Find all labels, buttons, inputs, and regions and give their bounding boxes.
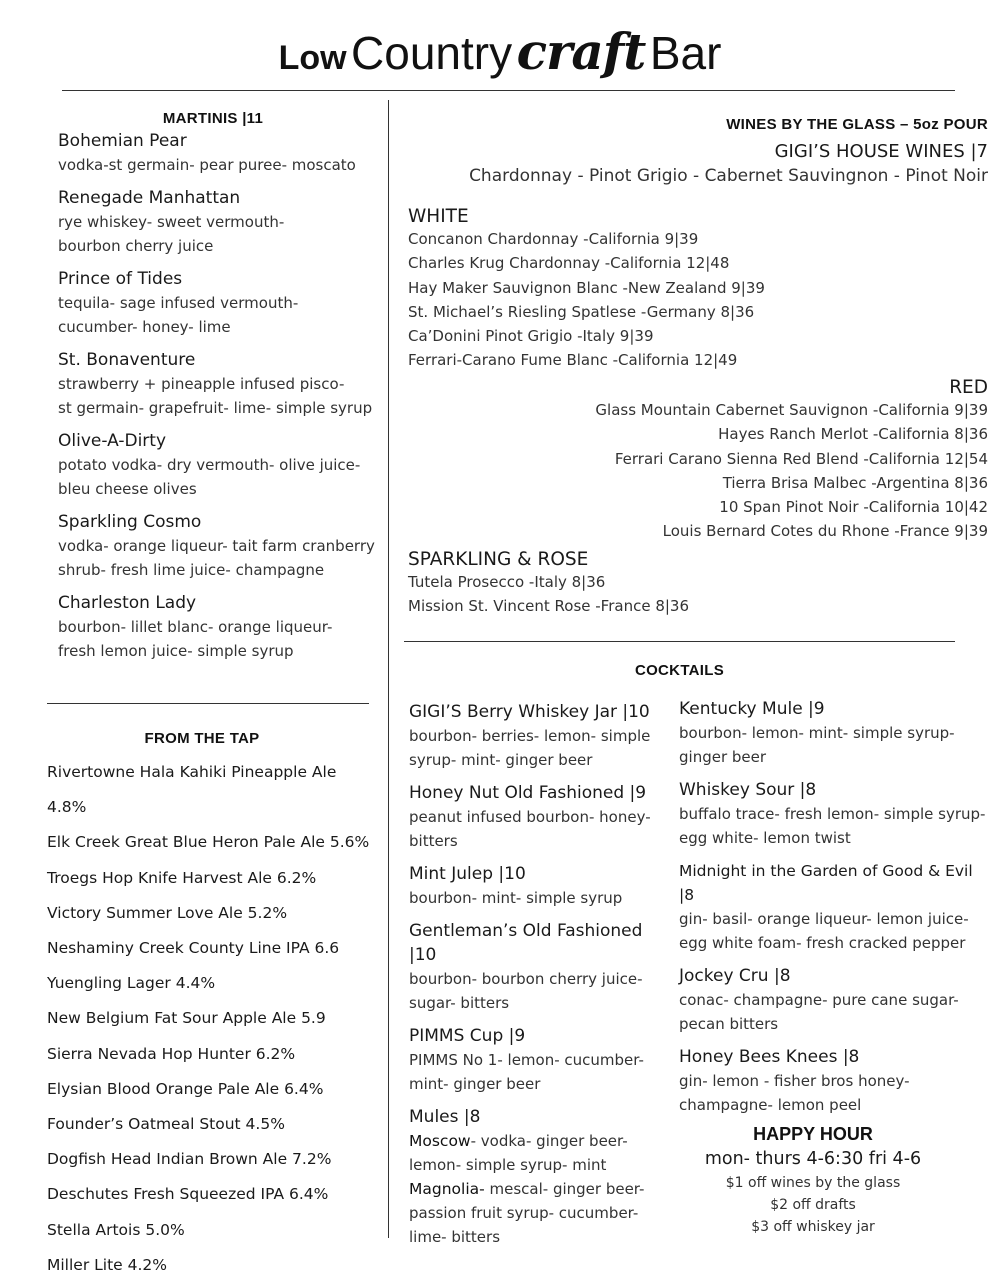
drink-name: Renegade Manhattan xyxy=(58,188,241,208)
drink-desc: potato vodka- dry vermouth- olive juice- xyxy=(58,456,361,474)
cocktail-item xyxy=(679,1045,991,1117)
drink-desc: bitters xyxy=(409,832,458,850)
wine-item: Concanon Chardonnay -California 9|39 xyxy=(408,230,699,248)
cocktail-item xyxy=(679,859,991,955)
martini-item xyxy=(58,267,378,339)
happy-hour xyxy=(679,1122,947,1238)
drink-desc: sugar- bitters xyxy=(409,994,510,1012)
happy-hour-deal: $2 off drafts xyxy=(770,1197,856,1213)
drink-desc: bourbon- lemon- mint- simple syrup- xyxy=(679,724,955,742)
title-low: Low xyxy=(278,39,347,77)
martinis-heading: MARTINIS |11 xyxy=(162,110,264,127)
drink-desc: pecan bitters xyxy=(679,1015,779,1033)
drink-desc: egg white- lemon twist xyxy=(679,829,851,847)
cocktail-item xyxy=(409,781,669,853)
tap-item: Dogfish Head Indian Brown Ale 7.2% xyxy=(47,1150,332,1169)
white-wines xyxy=(408,206,765,373)
drink-desc: vodka-st germain- pear puree- moscato xyxy=(58,156,356,174)
drink-name: Prince of Tides xyxy=(58,269,183,289)
drink-desc: tequila- sage infused vermouth- xyxy=(58,294,299,312)
drink-name: Midnight in the Garden of Good & Evil |8 xyxy=(679,862,973,904)
cocktail-item xyxy=(409,700,669,772)
moscow-mule-line xyxy=(409,1129,669,1153)
drink-desc: ginger beer xyxy=(679,748,767,766)
drink-desc: peanut infused bourbon- honey- xyxy=(409,808,651,826)
mules-item xyxy=(409,1105,669,1249)
tap-item: Neshaminy Creek County Line IPA 6.6 xyxy=(47,939,340,958)
drink-desc: st germain- grapefruit- lime- simple syrup xyxy=(58,399,373,417)
moscow-label: Moscow xyxy=(409,1132,471,1150)
drink-name: Mules |8 xyxy=(409,1107,481,1127)
happy-hour-times: mon- thurs 4-6:30 fri 4-6 xyxy=(704,1149,922,1169)
drink-desc: gin- lemon - fisher bros honey- xyxy=(679,1072,910,1090)
drink-name: PIMMS Cup |9 xyxy=(409,1026,526,1046)
title-bar: Bar xyxy=(649,27,722,79)
magnolia-label: Magnolia- xyxy=(409,1180,485,1198)
tap-item: Deschutes Fresh Squeezed IPA 6.4% xyxy=(47,1185,329,1204)
cocktail-item xyxy=(409,1024,669,1096)
drink-name: Honey Nut Old Fashioned |9 xyxy=(409,783,647,803)
wine-item: Glass Mountain Cabernet Sauvignon -California 9|39 xyxy=(595,401,988,419)
tap-item: Stella Artois 5.0% xyxy=(47,1220,185,1239)
tap-item: Troegs Hop Knife Harvest Ale 6.2% xyxy=(47,868,317,887)
drink-desc: cucumber- honey- lime xyxy=(58,318,231,336)
wine-category: RED xyxy=(949,377,988,398)
tap-item: Sierra Nevada Hop Hunter 6.2% xyxy=(47,1044,296,1063)
martinis-divider xyxy=(47,703,369,704)
drink-name: Kentucky Mule |9 xyxy=(679,699,825,719)
column-divider xyxy=(388,100,389,1238)
cocktail-item xyxy=(409,862,669,910)
drink-desc: champagne- lemon peel xyxy=(679,1096,862,1114)
drink-name: Honey Bees Knees |8 xyxy=(679,1047,860,1067)
drink-name: Mint Julep |10 xyxy=(409,864,526,884)
cocktails-heading: COCKTAILS xyxy=(634,662,725,679)
martinis-section xyxy=(58,110,378,672)
drink-desc: vodka- orange liqueur- tait farm cranberry xyxy=(58,537,375,555)
wine-item: Mission St. Vincent Rose -France 8|36 xyxy=(408,597,690,616)
happy-hour-deal: $1 off wines by the glass xyxy=(725,1175,901,1191)
martini-item xyxy=(58,186,378,258)
wine-item: Ferrari-Carano Fume Blanc -California 12|49 xyxy=(408,351,738,370)
tap-section xyxy=(47,730,377,1283)
drink-name: Jockey Cru |8 xyxy=(679,966,791,986)
drink-name: Olive-A-Dirty xyxy=(58,431,167,451)
drink-name: GIGI’S Berry Whiskey Jar |10 xyxy=(409,702,650,722)
title-divider xyxy=(62,90,955,91)
drink-name: Sparkling Cosmo xyxy=(58,512,202,532)
drink-desc: egg white foam- fresh cracked pepper xyxy=(679,934,966,952)
drink-desc: fresh lemon juice- simple syrup xyxy=(58,642,294,660)
drink-desc: syrup- mint- ginger beer xyxy=(409,751,593,769)
title-country: Country xyxy=(351,27,513,79)
house-wines-list: Chardonnay - Pinot Grigio - Cabernet Sauvingnon - Pinot Noir xyxy=(469,166,988,186)
wine-item: 10 Span Pinot Noir -California 10|42 xyxy=(719,498,988,517)
drink-desc: PIMMS No 1- lemon- cucumber- xyxy=(409,1051,644,1069)
wine-category: SPARKLING & ROSE xyxy=(408,549,589,570)
drink-desc: mint- ginger beer xyxy=(409,1075,541,1093)
magnolia-desc-2: passion fruit syrup- cucumber- xyxy=(409,1204,639,1222)
magnolia-mule-line xyxy=(409,1177,669,1201)
cocktail-item xyxy=(409,919,669,1015)
tap-item: Elysian Blood Orange Pale Ale 6.4% xyxy=(47,1079,324,1098)
title-craft: craft xyxy=(516,22,646,81)
drink-desc: strawberry + pineapple infused pisco- xyxy=(58,375,345,393)
moscow-desc-2: lemon- simple syrup- mint xyxy=(409,1156,607,1174)
drink-desc: bourbon- mint- simple syrup xyxy=(409,889,623,907)
wines-divider xyxy=(404,641,955,642)
cocktail-item xyxy=(679,778,991,850)
drink-desc: bourbon cherry juice xyxy=(58,237,214,255)
wine-item: Hay Maker Sauvignon Blanc -New Zealand 9|39 xyxy=(408,278,765,297)
drink-desc: gin- basil- orange liqueur- lemon juice- xyxy=(679,910,969,928)
wines-heading: WINES BY THE GLASS – 5oz POUR xyxy=(726,116,988,133)
tap-item: Founder’s Oatmeal Stout 4.5% xyxy=(47,1115,285,1134)
magnolia-desc-3: lime- bitters xyxy=(409,1228,501,1246)
drink-desc: bourbon- lillet blanc- orange liqueur- xyxy=(58,618,333,636)
cocktail-item xyxy=(679,697,991,769)
wine-item: Ca’Donini Pinot Grigio -Italy 9|39 xyxy=(408,327,654,346)
drink-name: St. Bonaventure xyxy=(58,350,196,370)
drink-desc: conac- champagne- pure cane sugar- xyxy=(679,991,959,1009)
tap-item: Rivertowne Hala Kahiki Pineapple Ale 4.8% xyxy=(47,763,337,817)
martini-item xyxy=(58,348,378,420)
happy-hour-title: HAPPY HOUR xyxy=(753,1124,873,1144)
red-wines xyxy=(595,377,988,544)
wine-item: St. Michael’s Riesling Spatlese -Germany 8|36 xyxy=(408,302,755,321)
drink-name: Whiskey Sour |8 xyxy=(679,780,817,800)
martini-item xyxy=(58,510,378,582)
tap-item: New Belgium Fat Sour Apple Ale 5.9 xyxy=(47,1009,326,1028)
tap-item: Elk Creek Great Blue Heron Pale Ale 5.6% xyxy=(47,833,370,852)
sparkling-wines xyxy=(408,549,689,619)
wine-item: Hayes Ranch Merlot -California 8|36 xyxy=(718,425,988,444)
moscow-desc: - vodka- ginger beer- xyxy=(470,1132,628,1150)
tap-item: Victory Summer Love Ale 5.2% xyxy=(47,903,288,922)
drink-desc: bleu cheese olives xyxy=(58,480,197,498)
drink-desc: bourbon- berries- lemon- simple xyxy=(409,727,651,745)
wine-category: WHITE xyxy=(408,206,469,227)
drink-name: Charleston Lady xyxy=(58,593,197,613)
cocktails-column-1 xyxy=(409,700,669,1258)
tap-item: Yuengling Lager 4.4% xyxy=(47,974,216,993)
tap-item: Miller Lite 4.2% xyxy=(47,1255,167,1274)
house-wines-title: GIGI’S HOUSE WINES |7 xyxy=(774,141,988,162)
drink-desc: shrub- fresh lime juice- champagne xyxy=(58,561,325,579)
cocktails-column-2 xyxy=(679,697,991,1126)
wine-item: Tutela Prosecco -Italy 8|36 xyxy=(408,573,606,591)
wine-item: Louis Bernard Cotes du Rhone -France 9|39 xyxy=(662,522,988,541)
drink-name: Gentleman’s Old Fashioned |10 xyxy=(409,921,643,965)
martini-item xyxy=(58,429,378,501)
happy-hour-deal: $3 off whiskey jar xyxy=(751,1219,875,1235)
wine-item: Charles Krug Chardonnay -California 12|48 xyxy=(408,254,730,273)
drink-desc: rye whiskey- sweet vermouth- xyxy=(58,213,285,231)
drink-desc: bourbon- bourbon cherry juice- xyxy=(409,970,643,988)
wine-item: Ferrari Carano Sienna Red Blend -California 12|54 xyxy=(614,449,988,468)
magnolia-desc: mescal- ginger beer- xyxy=(484,1180,645,1198)
drink-desc: buffalo trace- fresh lemon- simple syrup- xyxy=(679,805,986,823)
martini-item xyxy=(58,591,378,663)
wine-item: Tierra Brisa Malbec -Argentina 8|36 xyxy=(722,473,988,492)
cocktail-item xyxy=(679,964,991,1036)
drink-name: Bohemian Pear xyxy=(58,131,187,151)
martini-item xyxy=(58,129,378,177)
menu-title xyxy=(0,22,1000,81)
tap-heading: FROM THE TAP xyxy=(144,730,260,747)
